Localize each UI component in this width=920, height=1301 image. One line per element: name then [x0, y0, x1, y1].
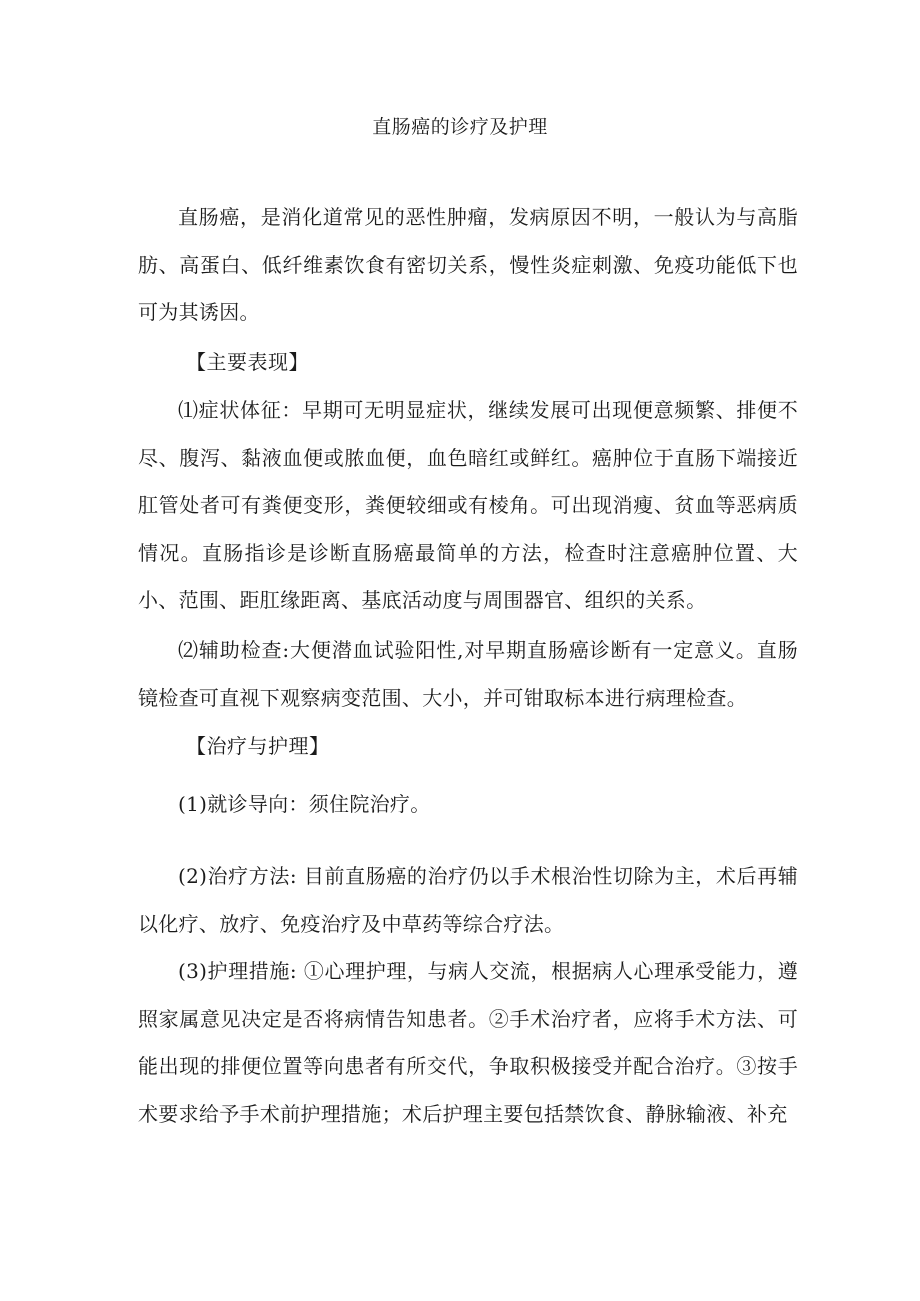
section-heading-treatment-nursing: 【治疗与护理】 — [186, 734, 330, 758]
nursing-measures-paragraph: (3)护理措施: ①心理护理，与病人交流，根据病人心理承受能力，遵照家属意见决定是否将病情告知患者。②手术治疗者，应将手术方法、可能出现的排便位置等向患者有所交代，争取积极接受并配合治疗。③按手术要求给予手术前护理措施；术后护理主要包括禁饮食、静脉输液、补充 — [138, 959, 798, 1126]
intro-paragraph: 直肠癌，是消化道常见的恶性肿瘤，发病原因不明，一般认为与高脂肪、高蛋白、低纤维素饮食有密切关系，慢性炎症刺激、免疫功能低下也可为其诱因。 — [138, 205, 798, 324]
section-heading-main-manifestations: 【主要表现】 — [186, 350, 309, 374]
treatment-method-paragraph: (2)治疗方法: 目前直肠癌的治疗仍以手术根治性切除为主，术后再辅以化疗、放疗、免疫治疗及中草药等综合疗法。 — [138, 864, 798, 936]
auxiliary-exam-paragraph: ⑵辅助检查:大便潜血试验阳性,对早期直肠癌诊断有一定意义。直肠镜检查可直视下观察病变范围、大小，并可钳取标本进行病理检查。 — [138, 638, 798, 710]
symptoms-paragraph: ⑴症状体征：早期可无明显症状，继续发展可出现便意频繁、排便不尽、腹泻、黏液血便或脓血便，血色暗红或鲜红。癌肿位于直肠下端接近肛管处者可有粪便变形，粪便较细或有棱角。可出现消瘦、贫血等恶病质情况。直肠指诊是诊断直肠癌最简单的方法，检查时注意癌肿位置、大小、范围、距肛缘距离、基底活动度与周围器官、组织的关系。 — [138, 398, 798, 612]
referral-paragraph: (1)就诊导向：须住院治疗。 — [178, 792, 431, 816]
document-title: 直肠癌的诊疗及护理 — [372, 116, 548, 138]
